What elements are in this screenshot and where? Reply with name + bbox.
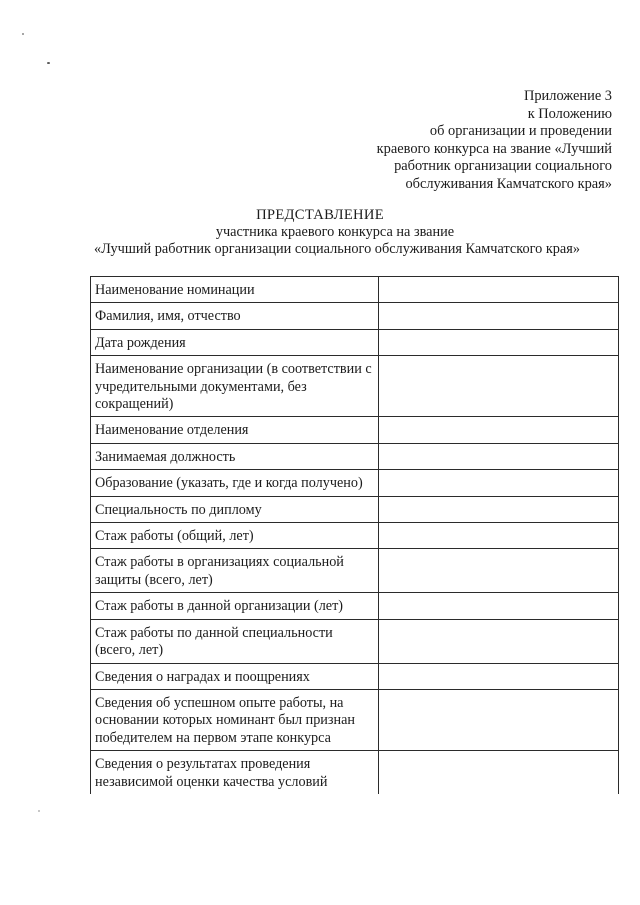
field-value-cell[interactable] bbox=[379, 496, 619, 522]
field-value-cell[interactable] bbox=[379, 356, 619, 417]
field-value-cell[interactable] bbox=[379, 470, 619, 496]
field-label: Дата рождения bbox=[91, 329, 379, 355]
document-title: ПРЕДСТАВЛЕНИЕ bbox=[256, 207, 384, 223]
field-label: Занимаемая должность bbox=[91, 443, 379, 469]
document-subtitle-line1: участника краевого конкурса на звание bbox=[215, 224, 455, 240]
table-row bbox=[91, 356, 619, 417]
appendix-line: Приложение 3 bbox=[523, 88, 612, 104]
appendix-header bbox=[312, 88, 612, 194]
table-row bbox=[91, 303, 619, 329]
table-row bbox=[91, 277, 619, 303]
scan-speck bbox=[47, 62, 50, 64]
table-row bbox=[91, 417, 619, 443]
field-label: Сведения о наградах и поощрениях bbox=[91, 663, 379, 689]
appendix-line: об организации и проведении bbox=[429, 123, 612, 140]
field-label: Фамилия, имя, отчество bbox=[91, 303, 379, 329]
field-value-cell[interactable] bbox=[379, 443, 619, 469]
field-label: Стаж работы в данной организации (лет) bbox=[91, 593, 379, 619]
appendix-line: краевого конкурса на звание «Лучший bbox=[376, 140, 612, 157]
field-value-cell[interactable] bbox=[379, 329, 619, 355]
document-subtitle-line2: «Лучший работник организации социального обслуживания Камчатского края» bbox=[94, 241, 580, 257]
field-label: Сведения об успешном опыте работы, на основании которых номинант был признан победителем на первом этапе конкурса bbox=[91, 689, 379, 750]
field-label: Образование (указать, где и когда получено) bbox=[91, 470, 379, 496]
table-row bbox=[91, 470, 619, 496]
field-value-cell[interactable] bbox=[379, 593, 619, 619]
appendix-line: обслуживания Камчатского края» bbox=[405, 175, 612, 192]
field-label: Стаж работы по данной специальности (всего, лет) bbox=[91, 619, 379, 663]
field-value-cell[interactable] bbox=[379, 303, 619, 329]
field-value-cell[interactable] bbox=[379, 619, 619, 663]
nomination-form-table bbox=[90, 276, 619, 794]
table-row bbox=[91, 689, 619, 750]
scan-speck bbox=[22, 33, 24, 35]
field-label: Сведения о результатах проведения независимой оценки качества условий bbox=[91, 751, 379, 794]
table-row bbox=[91, 329, 619, 355]
table-row bbox=[91, 523, 619, 549]
field-label: Наименование организации (в соответствии с учредительными документами, без сокращений) bbox=[91, 356, 379, 417]
table-row bbox=[91, 593, 619, 619]
table-row bbox=[91, 619, 619, 663]
field-value-cell[interactable] bbox=[379, 689, 619, 750]
field-label: Специальность по диплому bbox=[91, 496, 379, 522]
field-value-cell[interactable] bbox=[379, 663, 619, 689]
scan-speck bbox=[38, 810, 40, 812]
table-row bbox=[91, 663, 619, 689]
table-row bbox=[91, 549, 619, 593]
field-label: Стаж работы в организациях социальной защиты (всего, лет) bbox=[91, 549, 379, 593]
field-label: Стаж работы (общий, лет) bbox=[91, 523, 379, 549]
field-label: Наименование номинации bbox=[91, 277, 379, 303]
field-value-cell[interactable] bbox=[379, 277, 619, 303]
table-row bbox=[91, 751, 619, 794]
field-value-cell[interactable] bbox=[379, 523, 619, 549]
table-row bbox=[91, 443, 619, 469]
field-value-cell[interactable] bbox=[379, 549, 619, 593]
appendix-line: к Положению bbox=[527, 105, 612, 122]
field-label: Наименование отделения bbox=[91, 417, 379, 443]
appendix-line: работник организации социального bbox=[394, 158, 612, 175]
field-value-cell[interactable] bbox=[379, 417, 619, 443]
table-row bbox=[91, 496, 619, 522]
field-value-cell[interactable] bbox=[379, 751, 619, 794]
